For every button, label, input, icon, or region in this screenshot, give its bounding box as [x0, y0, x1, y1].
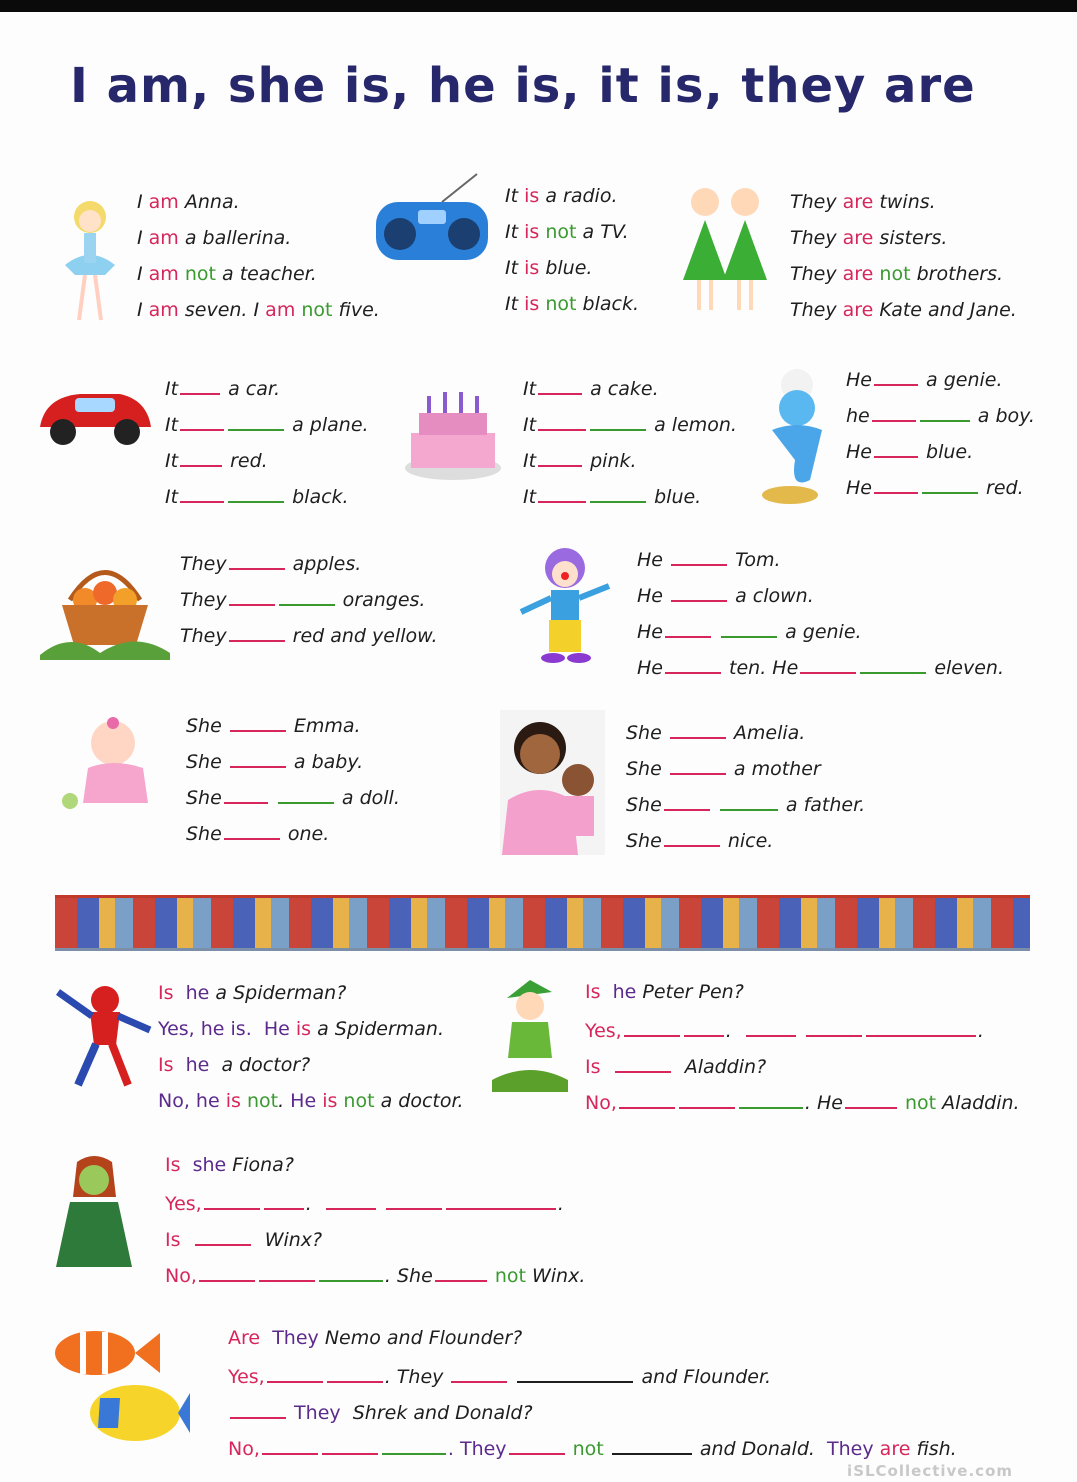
exercise-he-boy: he a boy.: [846, 402, 1035, 427]
exercise-he-tom: He Tom.: [637, 546, 781, 571]
sentence-they-are-sisters: They are sisters.: [790, 227, 948, 249]
question-is-he-doctor: Is he a doctor?: [158, 1054, 311, 1076]
sentence-i-am-seven: I am seven. I am not five.: [137, 299, 380, 321]
genie-picture: [760, 360, 835, 510]
sentence-they-are-not-brothers: They are not brothers.: [790, 263, 1004, 285]
cake-picture: [403, 388, 503, 483]
ballerina-picture: [55, 195, 125, 325]
exercise-it-lemon: It a lemon.: [523, 411, 737, 436]
fruit-basket-picture: [40, 545, 170, 660]
exercise-she-emma: She Emma.: [186, 712, 361, 737]
exercise-she-nice: She nice.: [626, 827, 773, 852]
nemo-flounder-picture: [40, 1318, 190, 1448]
answer-yes-peter-pen: Yes, . .: [585, 1017, 984, 1042]
exercise-it-car: It a car.: [165, 375, 280, 400]
spiderman-divider-banner: [55, 895, 1030, 951]
exercise-she-one: She one.: [186, 820, 329, 845]
exercise-it-cake: It a cake.: [523, 375, 659, 400]
sentence-it-is-not-black: It is not black.: [505, 293, 639, 315]
exercise-he-not-genie: He a genie.: [637, 618, 862, 643]
fiona-picture: [52, 1152, 137, 1267]
sentence-i-am-ballerina: I am a ballerina.: [137, 227, 292, 249]
top-bar: [0, 0, 1077, 12]
mother-child-picture: [500, 710, 605, 855]
answer-no-not-aladdin: No, . He not Aladdin.: [585, 1089, 1020, 1114]
answer-no-they-are-fish: No, . They not and Donald. They are fish.: [228, 1435, 957, 1460]
question-are-they-nemo-flounder: Are They Nemo and Flounder?: [228, 1327, 523, 1349]
exercise-he-ten-eleven: He ten. He eleven.: [637, 654, 1004, 679]
exercise-it-red: It red.: [165, 447, 268, 472]
question-is-he-spiderman: Is he a Spiderman?: [158, 982, 347, 1004]
exercise-she-not-doll: She a doll.: [186, 784, 400, 809]
answer-yes-he-is-spiderman: Yes, he is. He is a Spiderman.: [158, 1018, 444, 1040]
spiderman-picture: [50, 980, 155, 1090]
car-picture: [35, 382, 155, 450]
exercise-they-oranges: They oranges.: [180, 586, 425, 611]
exercise-she-not-father: She a father.: [626, 791, 865, 816]
sentence-they-are-twins: They are twins.: [790, 191, 936, 213]
sentence-it-is-radio: It is a radio.: [505, 185, 618, 207]
question-is-she-fiona: Is she Fiona?: [165, 1154, 294, 1176]
sentence-i-am-anna: I am Anna.: [137, 191, 240, 213]
question-are-they-shrek-donald: They Shrek and Donald?: [228, 1399, 533, 1424]
answer-no-he-is-not-doctor: No, he is not. He is not a doctor.: [158, 1090, 464, 1112]
exercise-they-red-yellow: They red and yellow.: [180, 622, 438, 647]
exercise-it-pink: It pink.: [523, 447, 637, 472]
footer-watermark: iSLCollective.com: [847, 1462, 1013, 1480]
exercise-he-red: He red.: [846, 474, 1024, 499]
sentence-i-am-not-teacher: I am not a teacher.: [137, 263, 317, 285]
page-title: I am, she is, he is, it is, they are: [70, 58, 976, 114]
answer-yes-they-flounder: Yes, . They and Flounder.: [228, 1363, 771, 1388]
radio-picture: [372, 172, 492, 264]
baby-picture: [58, 713, 158, 813]
answer-no-not-winx: No, . She not Winx.: [165, 1262, 585, 1287]
exercise-she-baby: She a baby.: [186, 748, 363, 773]
exercise-he-clown: He a clown.: [637, 582, 814, 607]
exercise-he-blue: He blue.: [846, 438, 973, 463]
exercise-she-mother: She a mother: [626, 755, 821, 780]
twins-picture: [675, 180, 775, 315]
question-is-he-aladdin: Is Aladdin?: [585, 1053, 766, 1078]
exercise-she-amelia: She Amelia.: [626, 719, 805, 744]
peter-pan-picture: [482, 980, 572, 1095]
sentence-it-is-not-tv: It is not a TV.: [505, 221, 629, 243]
exercise-he-genie: He a genie.: [846, 366, 1003, 391]
exercise-it-plane: It a plane.: [165, 411, 369, 436]
sentence-they-are-kate-jane: They are Kate and Jane.: [790, 299, 1017, 321]
question-is-he-peter-pen: Is he Peter Pen?: [585, 981, 744, 1003]
answer-yes-fiona: Yes, . .: [165, 1190, 564, 1215]
clown-picture: [515, 540, 615, 665]
question-is-she-winx: Is Winx?: [165, 1226, 322, 1251]
sentence-it-is-blue: It is blue.: [505, 257, 593, 279]
exercise-they-apples: They apples.: [180, 550, 361, 575]
exercise-it-blue: It blue.: [523, 483, 701, 508]
exercise-it-black: It black.: [165, 483, 349, 508]
